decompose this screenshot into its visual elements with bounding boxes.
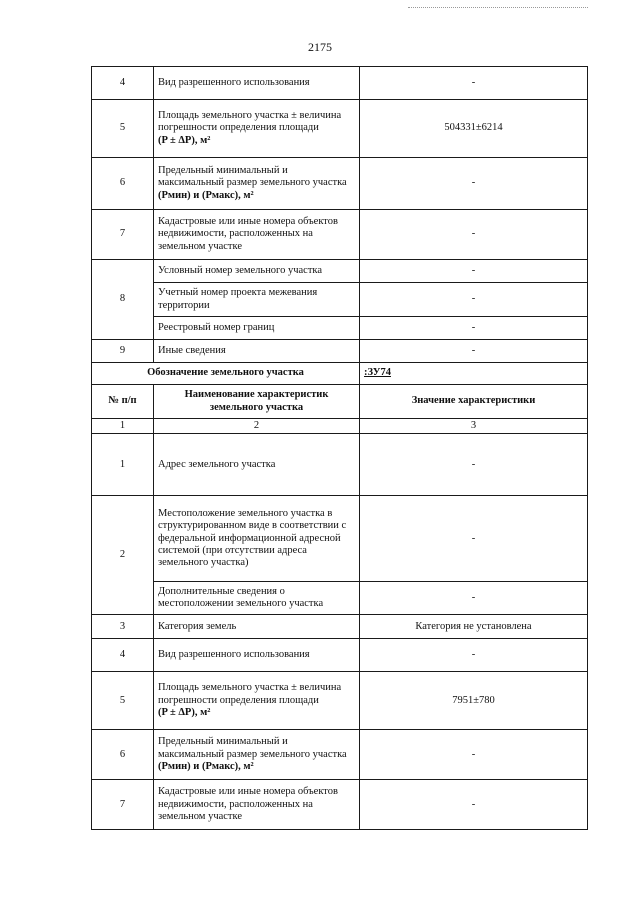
designation-row <box>92 363 588 385</box>
row-number: 8 <box>92 260 154 340</box>
row-value: - <box>360 730 588 780</box>
row-value: - <box>360 283 588 317</box>
table-row <box>92 317 588 340</box>
row-value: - <box>360 434 588 496</box>
row-value: Категория не установлена <box>360 615 588 639</box>
row-name: Дополнительные сведения о местоположении земельного участка <box>154 582 360 615</box>
row-number: 3 <box>92 615 154 639</box>
table-row <box>92 639 588 672</box>
row-value: - <box>360 317 588 340</box>
table-row <box>92 283 588 317</box>
row-name-formula: (Pмин) и (Pмакс), м² <box>158 189 254 201</box>
row-number: 4 <box>92 639 154 672</box>
row-name: Вид разрешенного использования <box>154 67 360 100</box>
row-value: 7951±780 <box>360 672 588 730</box>
row-name-formula: (P ± ΔP), м² <box>158 707 211 719</box>
row-number: 4 <box>92 67 154 100</box>
column-index: 2 <box>154 419 360 434</box>
row-value: - <box>360 582 588 615</box>
row-name: Иные сведения <box>154 340 360 363</box>
row-name: Местоположение земельного участка в структурированном виде в соответствии с федеральной информационной адресной системой (при отсутствии адреса земельного участка) <box>154 496 360 582</box>
designation-label: Обозначение земельного участка <box>92 363 360 385</box>
row-number: 5 <box>92 100 154 158</box>
row-name-text: Площадь земельного участка ± величина погрешности определения площади <box>158 109 342 134</box>
designation-cell <box>360 363 588 385</box>
scan-top-rule <box>408 7 588 8</box>
table-row <box>92 340 588 363</box>
table-row <box>92 100 588 158</box>
row-name: Кадастровые или иные номера объектов недвижимости, расположенных на земельном участке <box>154 210 360 260</box>
table-row <box>92 780 588 830</box>
row-name: Вид разрешенного использования <box>154 639 360 672</box>
row-name <box>154 100 360 158</box>
row-number: 5 <box>92 672 154 730</box>
row-value: - <box>360 210 588 260</box>
row-name <box>154 158 360 210</box>
table-row <box>92 582 588 615</box>
table-row <box>92 615 588 639</box>
row-number: 7 <box>92 780 154 830</box>
column-index-row <box>92 419 588 434</box>
table-row <box>92 158 588 210</box>
row-value: - <box>360 260 588 283</box>
row-number: 6 <box>92 730 154 780</box>
row-name-formula: (Pмин) и (Pмакс), м² <box>158 761 254 773</box>
row-number: 7 <box>92 210 154 260</box>
table-row <box>92 210 588 260</box>
table-row <box>92 67 588 100</box>
row-name: Условный номер земельного участка <box>154 260 360 283</box>
column-index: 1 <box>92 419 154 434</box>
header-col-value: Значение характеристики <box>360 385 588 419</box>
row-name: Адрес земельного участка <box>154 434 360 496</box>
designation-value: :ЗУ74 <box>364 367 391 379</box>
row-number: 1 <box>92 434 154 496</box>
page-number: 2175 <box>308 40 332 54</box>
row-value: 504331±6214 <box>360 100 588 158</box>
table-row <box>92 434 588 496</box>
row-value: - <box>360 639 588 672</box>
row-name-text: Предельный минимальный и максимальный размер земельного участка <box>158 164 347 189</box>
row-value: - <box>360 67 588 100</box>
header-col-name: Наименование характеристик земельного участка <box>154 385 360 419</box>
column-index: 3 <box>360 419 588 434</box>
row-name: Кадастровые или иные номера объектов недвижимости, расположенных на земельном участке <box>154 780 360 830</box>
row-name-text: Предельный минимальный и максимальный размер земельного участка <box>158 736 347 760</box>
row-name <box>154 730 360 780</box>
row-number: 2 <box>92 496 154 615</box>
header-col-number: № п/п <box>92 385 154 419</box>
table-row <box>92 260 588 283</box>
row-value: - <box>360 158 588 210</box>
row-value: - <box>360 496 588 582</box>
land-parcel-table <box>91 66 588 830</box>
table-row <box>92 672 588 730</box>
row-number: 9 <box>92 340 154 363</box>
row-name-formula: (P ± ΔP), м² <box>158 134 211 146</box>
row-name: Учетный номер проекта межевания территории <box>154 283 360 317</box>
table-row <box>92 496 588 582</box>
row-name <box>154 672 360 730</box>
row-value: - <box>360 340 588 363</box>
row-number: 6 <box>92 158 154 210</box>
table-row <box>92 730 588 780</box>
row-name-text: Площадь земельного участка ± величина погрешности определения площади <box>158 682 342 706</box>
row-name: Реестровый номер границ <box>154 317 360 340</box>
table-header <box>92 385 588 419</box>
row-name: Категория земель <box>154 615 360 639</box>
row-value: - <box>360 780 588 830</box>
